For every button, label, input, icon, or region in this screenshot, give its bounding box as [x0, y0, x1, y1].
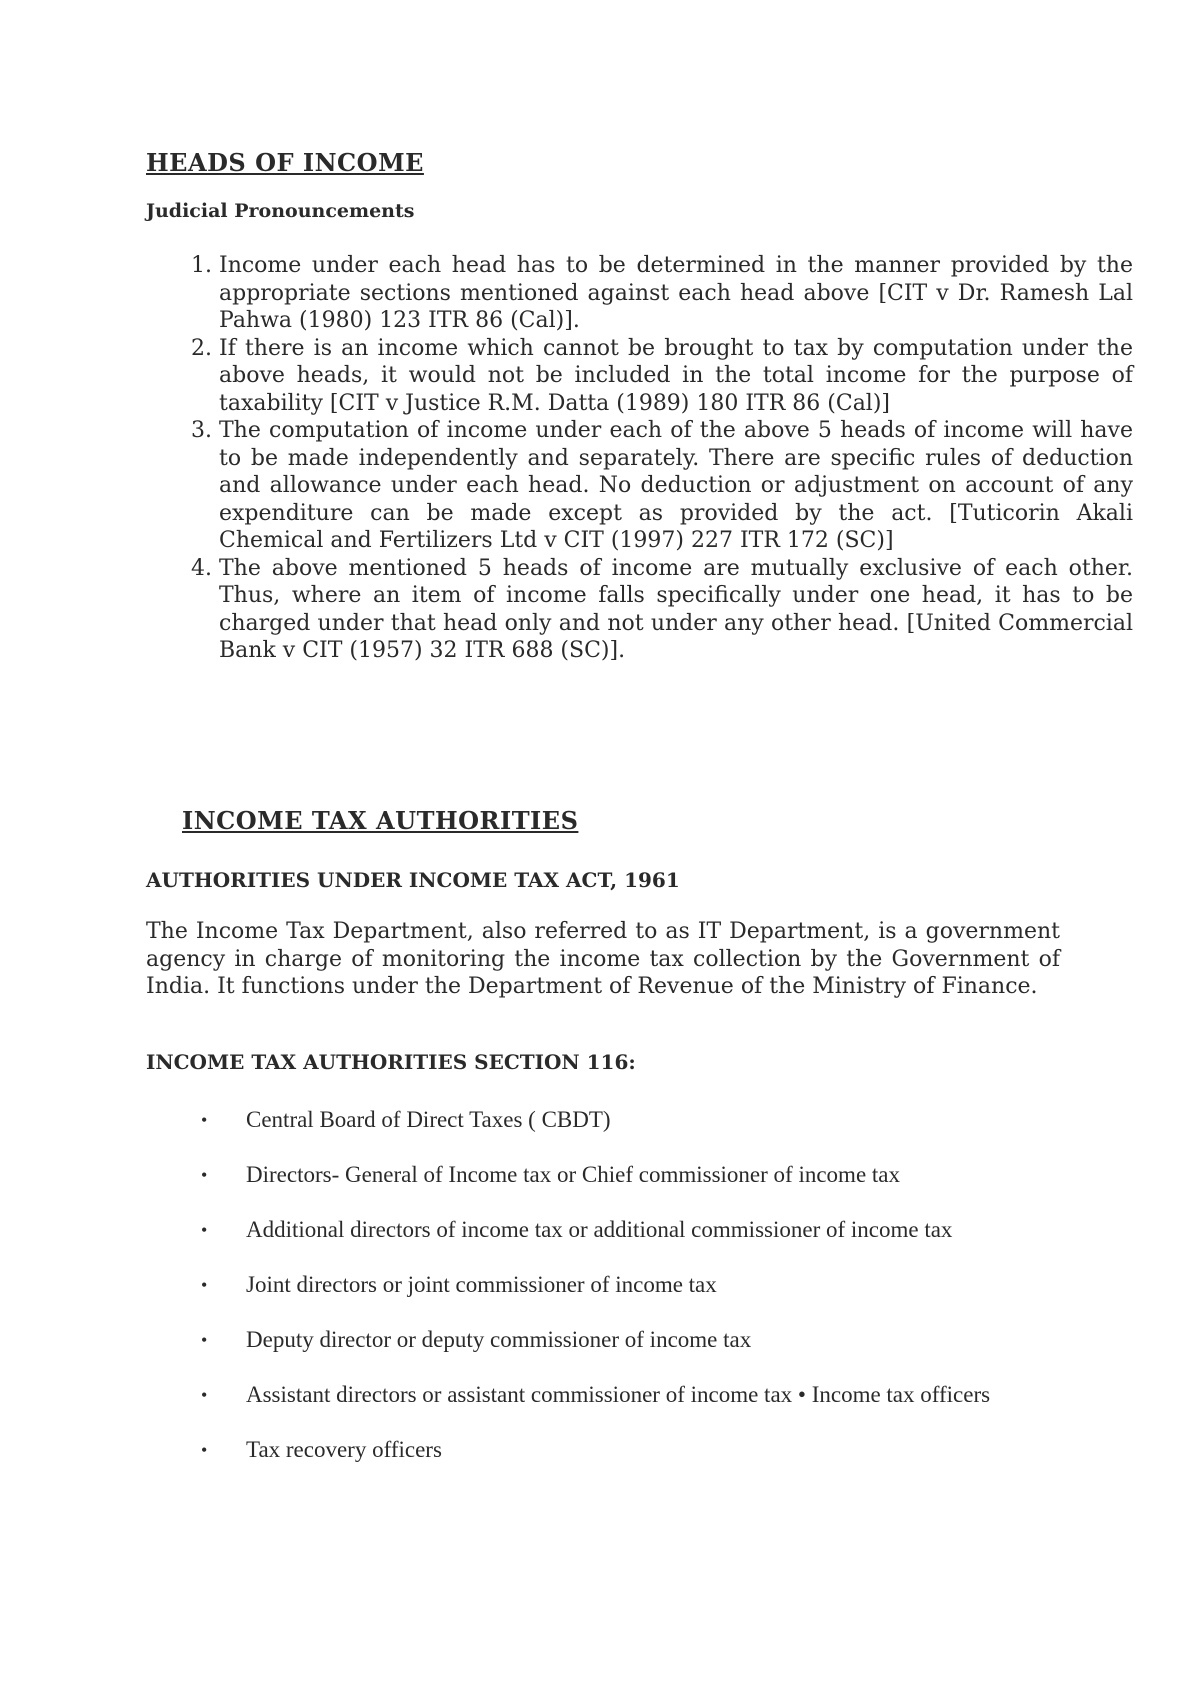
list-item-text: Directors- General of Income tax or Chief commissioner of income tax [246, 1162, 900, 1187]
list-item-text: Central Board of Direct Taxes ( CBDT) [246, 1107, 611, 1132]
list-item [201, 1271, 1160, 1299]
it-department-paragraph: The Income Tax Department, also referred to as IT Department, is a government agency in charge of monitoring the income tax collection by the Government of India. It functions under the Department of Revenue of the Ministry of Finance. [146, 919, 1060, 999]
authorities-list [146, 1106, 1160, 1491]
list-item: 1. Income under each head has to be determined in the manner provided by the appropriate sections mentioned against each head above [CIT v Dr. Ramesh Lal Pahwa (1980) 123 ITR 86 (Cal)]. [219, 252, 1133, 335]
income-tax-authorities-title: INCOME TAX AUTHORITIES [182, 806, 579, 835]
bullet: • [201, 1330, 208, 1350]
section-116-heading: INCOME TAX AUTHORITIES SECTION 116: [146, 1050, 636, 1074]
heads-of-income-title: HEADS OF INCOME [146, 148, 424, 177]
list-item: 2. If there is an income which cannot be brought to tax by computation under the above heads, it would not be included in the total income for the purpose of taxability [CIT v Justice R.M. Datta (1989) 180 ITR 86 (Cal)] [219, 335, 1133, 418]
judicial-pronouncements-subtitle: Judicial Pronouncements [146, 200, 415, 222]
list-item-text: Assistant directors or assistant commissioner of income tax • Income tax officers [246, 1382, 991, 1407]
list-item-text: Additional directors of income tax or additional commissioner of income tax [246, 1217, 953, 1242]
list-item: 3. The computation of income under each of the above 5 heads of income will have to be made independently and separately. There are specific rules of deduction and allowance under each head. No deduction or adjustment on account of any expenditure can be made except as provided by the act. [Tuticorin Akali Chemical and Fertilizers Ltd v CIT (1997) 227 ITR 172 (SC)] [219, 417, 1133, 555]
list-item-text: Deputy director or deputy commissioner of income tax [246, 1327, 752, 1352]
bullet: • [201, 1440, 208, 1460]
bullet: • [201, 1220, 208, 1240]
list-item [201, 1436, 1160, 1464]
list-item-text: Tax recovery officers [246, 1437, 442, 1462]
bullet: • [201, 1275, 208, 1295]
list-item [201, 1326, 1160, 1354]
list-item [201, 1106, 1160, 1134]
list-item-text: Joint directors or joint commissioner of income tax [246, 1272, 717, 1297]
list-item [201, 1161, 1160, 1189]
list-item: 4. The above mentioned 5 heads of income are mutually exclusive of each other. Thus, where an item of income falls specifically under one head, it has to be charged under that head only and not under any other head. [United Commercial Bank v CIT (1957) 32 ITR 688 (SC)]. [219, 555, 1133, 665]
bullet: • [201, 1110, 208, 1130]
list-item [201, 1216, 1160, 1244]
bullet: • [201, 1165, 208, 1185]
authorities-act-heading: AUTHORITIES UNDER INCOME TAX ACT, 1961 [146, 868, 680, 892]
bullet: • [201, 1385, 208, 1405]
list-item [201, 1381, 1160, 1409]
judicial-pronouncements-list [146, 252, 1133, 665]
